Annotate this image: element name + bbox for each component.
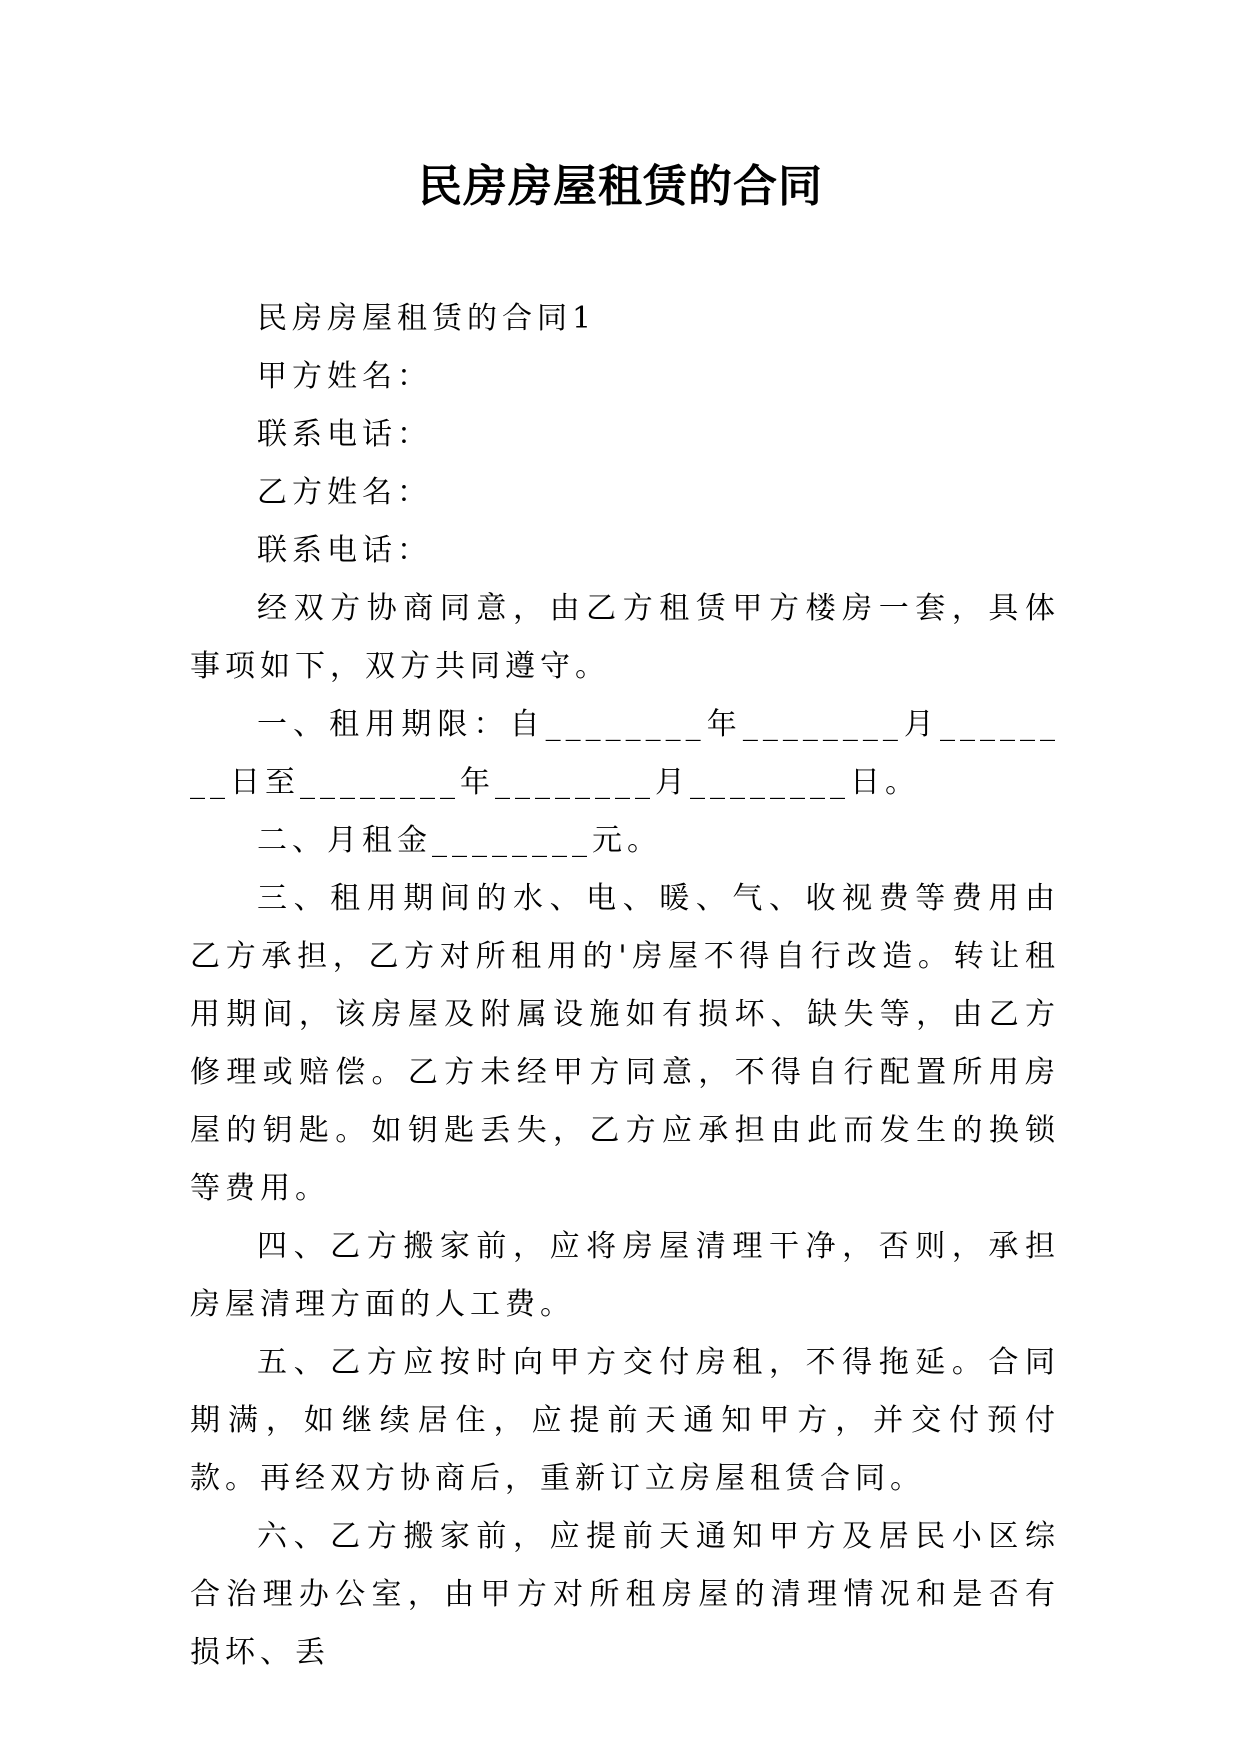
party-a-name-line: 甲方姓名： xyxy=(257,359,432,394)
clause-4-cleaning: 四、乙方搬家前，应将房屋清理干净，否则，承担房屋清理方面的人工费。 xyxy=(190,1229,1060,1322)
clause-3-expenses: 三、租用期间的水、电、暖、气、收视费等费用由乙方承担，乙方对所租用的'房屋不得自行改造。转让租用期间，该房屋及附属设施如有损坏、缺失等，由乙方修理或赔偿。乙方未经甲方同意，不得自行配置所用房屋的钥匙。如钥匙丢失，乙方应承担由此而发生的换锁等费用。 xyxy=(190,881,1060,1206)
clause-2-rent: 二、月租金________元。 xyxy=(257,823,662,858)
document-body xyxy=(190,290,1060,1682)
clause-5-payment: 五、乙方应按时向甲方交付房租，不得拖延。合同期满，如继续居住，应提前天通知甲方，并交付预付款。再经双方协商后，重新订立房屋租赁合同。 xyxy=(190,1345,1060,1496)
document-title: 民房房屋租赁的合同 xyxy=(418,161,823,212)
party-a-phone-line: 联系电话： xyxy=(257,417,432,452)
party-b-phone-line: 联系电话： xyxy=(257,533,432,568)
clause-6-moving: 六、乙方搬家前，应提前天通知甲方及居民小区综合治理办公室，由甲方对所租房屋的清理情况和是否有损坏、丢 xyxy=(190,1519,1060,1670)
preamble-paragraph: 经双方协商同意，由乙方租赁甲方楼房一套，具体事项如下，双方共同遵守。 xyxy=(190,591,1060,684)
party-b-name-line: 乙方姓名： xyxy=(257,475,432,510)
contract-heading: 民房房屋租赁的合同1 xyxy=(257,301,597,336)
clause-1-term: 一、租用期限：自________年________月________日至________年________月________日。 xyxy=(190,707,1060,800)
